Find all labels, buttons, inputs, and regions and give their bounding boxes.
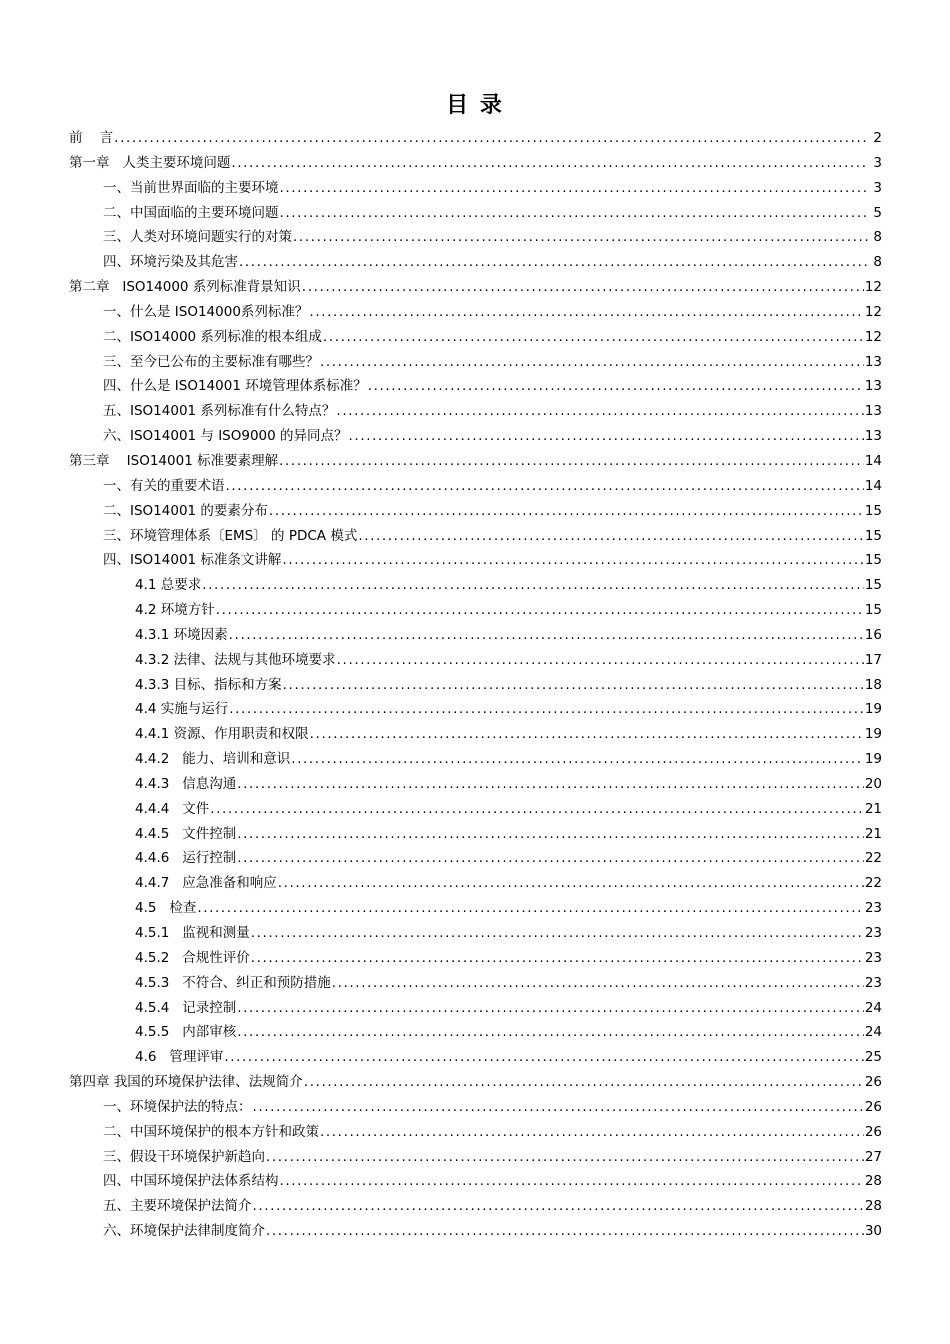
toc-entry-label: 三、至今已公布的主要标准有哪些？ [103, 353, 319, 370]
toc-entry-label: 四、什么是 ISO14001 环境管理体系标准？ [103, 378, 367, 395]
toc-entry-label: 五、ISO14001 系列标准有什么特点？ [103, 403, 336, 420]
toc-entry-label: 五、主要环境保护法简介 [103, 1198, 252, 1215]
toc-entry-page-number: 15 [864, 577, 882, 594]
toc-dot-leader [302, 275, 864, 300]
toc-entry-label: 4.5.2 合规性评价 [135, 949, 250, 966]
toc-entry[interactable] [69, 871, 882, 896]
toc-dot-leader [282, 548, 863, 573]
toc-entry-label: 4.4.3 信息沟通 [135, 775, 237, 792]
toc-entry-label: 4.5.3 不符合、纠正和预防措施 [135, 974, 331, 991]
toc-entry-page-number: 21 [864, 825, 882, 842]
toc-dot-leader [202, 573, 864, 598]
toc-entry[interactable] [69, 1169, 882, 1194]
toc-entry-label: 4.5 检查 [135, 900, 197, 917]
toc-dot-leader [251, 946, 864, 971]
toc-entry-label: 4.4.5 文件控制 [135, 825, 237, 842]
toc-entry-label: 4.4.1 资源、作用职责和权限 [135, 726, 309, 743]
toc-entry-label: 四、环境污染及其危害 [103, 254, 238, 271]
toc-entry[interactable] [69, 1120, 882, 1145]
toc-dot-leader [239, 250, 869, 275]
toc-entry[interactable] [69, 424, 882, 449]
toc-entry[interactable] [69, 374, 882, 399]
toc-title: 目 录 [446, 93, 504, 118]
toc-entry-page-number: 27 [864, 1148, 882, 1165]
toc-entry[interactable] [69, 201, 882, 226]
toc-entry-label: 4.3.2 法律、法规与其他环境要求 [135, 651, 336, 668]
toc-entry-label: 4.6 管理评审 [135, 1049, 224, 1066]
toc-entry-label: 三、假设干环境保护新趋向 [103, 1148, 265, 1165]
toc-dot-leader [320, 350, 864, 375]
toc-entry-label: 一、有关的重要术语 [103, 477, 225, 494]
toc-entry[interactable] [69, 275, 882, 300]
toc-entry[interactable] [69, 797, 882, 822]
toc-entry-label: 第四章 我国的环境保护法律、法规简介 [69, 1074, 303, 1091]
toc-dot-leader [278, 871, 864, 896]
toc-entry-page-number: 24 [864, 1024, 882, 1041]
toc-dot-leader [231, 151, 869, 176]
toc-dot-leader [280, 1169, 864, 1194]
toc-entry-label: 三、人类对环境问题实行的对策 [103, 229, 292, 246]
toc-dot-leader [337, 648, 864, 673]
toc-entry-label: 六、ISO14001 与 ISO9000 的异同点？ [103, 428, 348, 445]
toc-entry-page-number: 12 [864, 279, 882, 296]
toc-dot-leader [229, 623, 864, 648]
toc-entry-page-number: 14 [864, 477, 882, 494]
toc-entry[interactable] [69, 1095, 882, 1120]
toc-entry[interactable] [69, 474, 882, 499]
toc-entry[interactable] [69, 996, 882, 1021]
toc-entry[interactable] [69, 499, 882, 524]
toc-entry[interactable] [69, 772, 882, 797]
toc-entry[interactable] [69, 822, 882, 847]
toc-entry-label: 二、中国面临的主要环境问题 [103, 204, 279, 221]
toc-entry-page-number: 3 [873, 154, 882, 171]
toc-entry-page-number: 14 [864, 452, 882, 469]
toc-dot-leader [323, 325, 864, 350]
toc-entry-page-number: 21 [864, 800, 882, 817]
toc-entry-page-number: 12 [864, 303, 882, 320]
toc-dot-leader [253, 1095, 864, 1120]
toc-list [69, 126, 882, 1244]
toc-entry-label: 4.5.4 记录控制 [135, 999, 237, 1016]
toc-entry-label: 4.3.3 目标、指标和方案 [135, 676, 282, 693]
toc-entry-label: 二、中国环境保护的根本方针和政策 [103, 1123, 319, 1140]
toc-dot-leader [280, 176, 870, 201]
toc-entry-label: 4.4.2 能力、培训和意识 [135, 751, 291, 768]
toc-dot-leader [197, 896, 863, 921]
toc-dot-leader [310, 722, 864, 747]
toc-dot-leader [216, 598, 864, 623]
toc-entry-label: 前 言 [69, 130, 114, 146]
toc-dot-leader [229, 697, 864, 722]
toc-entry-label: 第三章 ISO14001 标准要素理解 [69, 452, 279, 469]
toc-entry-page-number: 28 [864, 1198, 882, 1215]
toc-dot-leader [304, 1070, 864, 1095]
toc-entry-page-number: 26 [864, 1098, 882, 1115]
toc-entry-page-number: 19 [864, 726, 882, 743]
toc-dot-leader [253, 1194, 864, 1219]
toc-entry-page-number: 19 [864, 701, 882, 718]
toc-entry[interactable] [69, 176, 882, 201]
toc-dot-leader [266, 1219, 864, 1244]
toc-entry[interactable] [69, 300, 882, 325]
toc-entry[interactable] [69, 524, 882, 549]
toc-entry-page-number: 13 [864, 378, 882, 395]
toc-dot-leader [332, 971, 864, 996]
toc-entry-page-number: 20 [864, 775, 882, 792]
toc-entry-page-number: 18 [864, 676, 882, 693]
toc-entry-page-number: 2 [873, 130, 882, 146]
toc-dot-leader [349, 424, 864, 449]
toc-entry-page-number: 16 [864, 626, 882, 643]
toc-entry[interactable] [69, 971, 882, 996]
toc-entry-label: 一、环境保护法的特点： [103, 1098, 252, 1115]
toc-entry[interactable] [69, 697, 882, 722]
toc-entry[interactable] [69, 896, 882, 921]
toc-entry-page-number: 8 [873, 254, 882, 271]
toc-dot-leader [210, 797, 864, 822]
toc-dot-leader [237, 1020, 864, 1045]
toc-entry-label: 四、中国环境保护法体系结构 [103, 1173, 279, 1190]
toc-dot-leader [291, 747, 864, 772]
toc-dot-leader [237, 772, 864, 797]
toc-entry-page-number: 28 [864, 1173, 882, 1190]
toc-entry-page-number: 30 [864, 1223, 882, 1240]
toc-dot-leader [293, 225, 869, 250]
toc-entry-page-number: 26 [864, 1123, 882, 1140]
toc-entry-page-number: 26 [864, 1074, 882, 1091]
toc-dot-leader [320, 1120, 864, 1145]
toc-entry-page-number: 15 [864, 602, 882, 619]
toc-entry[interactable] [69, 399, 882, 424]
toc-dot-leader [224, 1045, 863, 1070]
toc-entry-label: 4.1 总要求 [135, 577, 202, 594]
toc-entry[interactable] [69, 722, 882, 747]
toc-dot-leader [280, 201, 870, 226]
toc-entry[interactable] [69, 250, 882, 275]
toc-entry[interactable] [69, 325, 882, 350]
toc-entry-label: 第二章 ISO14000 系列标准背景知识 [69, 279, 301, 296]
toc-entry[interactable] [69, 1145, 882, 1170]
toc-entry-page-number: 15 [864, 552, 882, 569]
toc-dot-leader [237, 996, 864, 1021]
toc-entry-page-number: 22 [864, 875, 882, 892]
toc-entry-label: 4.2 环境方针 [135, 602, 215, 619]
toc-dot-leader [358, 524, 863, 549]
toc-entry-page-number: 13 [864, 353, 882, 370]
toc-entry-page-number: 23 [864, 900, 882, 917]
toc-entry[interactable] [69, 846, 882, 871]
toc-entry[interactable] [69, 747, 882, 772]
toc-entry-label: 4.5.5 内部审核 [135, 1024, 237, 1041]
toc-entry-page-number: 13 [864, 428, 882, 445]
toc-entry-label: 二、ISO14000 系列标准的根本组成 [103, 328, 322, 345]
toc-entry-label: 四、ISO14001 标准条文讲解 [103, 552, 282, 569]
toc-entry[interactable] [69, 1070, 882, 1095]
toc-entry-page-number: 17 [864, 651, 882, 668]
toc-entry-label: 4.5.1 监视和测量 [135, 925, 250, 941]
toc-entry[interactable] [69, 225, 882, 250]
toc-entry-page-number: 3 [873, 179, 882, 196]
toc-entry-label: 4.4.4 文件 [135, 800, 210, 817]
toc-dot-leader [283, 673, 864, 698]
toc-entry[interactable] [69, 151, 882, 176]
toc-entry[interactable] [69, 921, 882, 946]
toc-entry-label: 4.4.6 运行控制 [135, 850, 237, 867]
toc-dot-leader [309, 300, 863, 325]
toc-dot-leader [114, 126, 869, 151]
toc-dot-leader [279, 449, 864, 474]
toc-entry-label: 二、ISO14001 的要素分布 [103, 502, 268, 519]
toc-entry-label: 4.4 实施与运行 [135, 701, 229, 718]
toc-entry[interactable] [69, 946, 882, 971]
toc-entry-page-number: 24 [864, 999, 882, 1016]
toc-entry-label: 一、当前世界面临的主要环境 [103, 179, 279, 196]
toc-entry-label: 4.4.7 应急准备和响应 [135, 875, 277, 892]
toc-entry-page-number: 23 [864, 949, 882, 966]
toc-dot-leader [237, 822, 864, 847]
toc-entry-page-number: 15 [864, 527, 882, 544]
toc-entry-label: 三、环境管理体系〔EMS〕 的 PDCA 模式 [103, 527, 358, 544]
toc-entry[interactable] [69, 126, 882, 151]
toc-entry[interactable] [69, 1020, 882, 1045]
toc-entry[interactable] [69, 573, 882, 598]
toc-entry-page-number: 5 [873, 204, 882, 221]
toc-dot-leader [336, 399, 863, 424]
toc-dot-leader [226, 474, 864, 499]
toc-entry[interactable] [69, 623, 882, 648]
toc-entry[interactable] [69, 598, 882, 623]
toc-entry-page-number: 19 [864, 751, 882, 768]
toc-entry[interactable] [69, 548, 882, 573]
toc-entry-page-number: 15 [864, 502, 882, 519]
toc-entry-page-number: 25 [864, 1049, 882, 1066]
toc-dot-leader [266, 1145, 864, 1170]
toc-entry[interactable] [69, 648, 882, 673]
toc-dot-leader [251, 921, 864, 946]
toc-dot-leader [237, 846, 864, 871]
toc-entry-label: 一、什么是 ISO14000系列标准？ [103, 303, 309, 320]
toc-entry-page-number: 23 [864, 974, 882, 991]
toc-entry[interactable] [69, 1194, 882, 1219]
toc-entry-label: 4.3.1 环境因素 [135, 626, 228, 643]
toc-entry[interactable] [69, 1219, 882, 1244]
toc-entry-page-number: 22 [864, 850, 882, 867]
toc-entry[interactable] [69, 350, 882, 375]
toc-dot-leader [269, 499, 864, 524]
toc-entry-page-number: 12 [864, 328, 882, 345]
toc-dot-leader [368, 374, 864, 399]
toc-entry-label: 六、环境保护法律制度简介 [103, 1223, 265, 1240]
toc-entry[interactable] [69, 673, 882, 698]
toc-entry[interactable] [69, 1045, 882, 1070]
toc-entry[interactable] [69, 449, 882, 474]
toc-entry-page-number: 23 [864, 925, 882, 941]
toc-entry-page-number: 8 [873, 229, 882, 246]
toc-entry-page-number: 13 [864, 403, 882, 420]
toc-entry-label: 第一章 人类主要环境问题 [69, 154, 231, 171]
